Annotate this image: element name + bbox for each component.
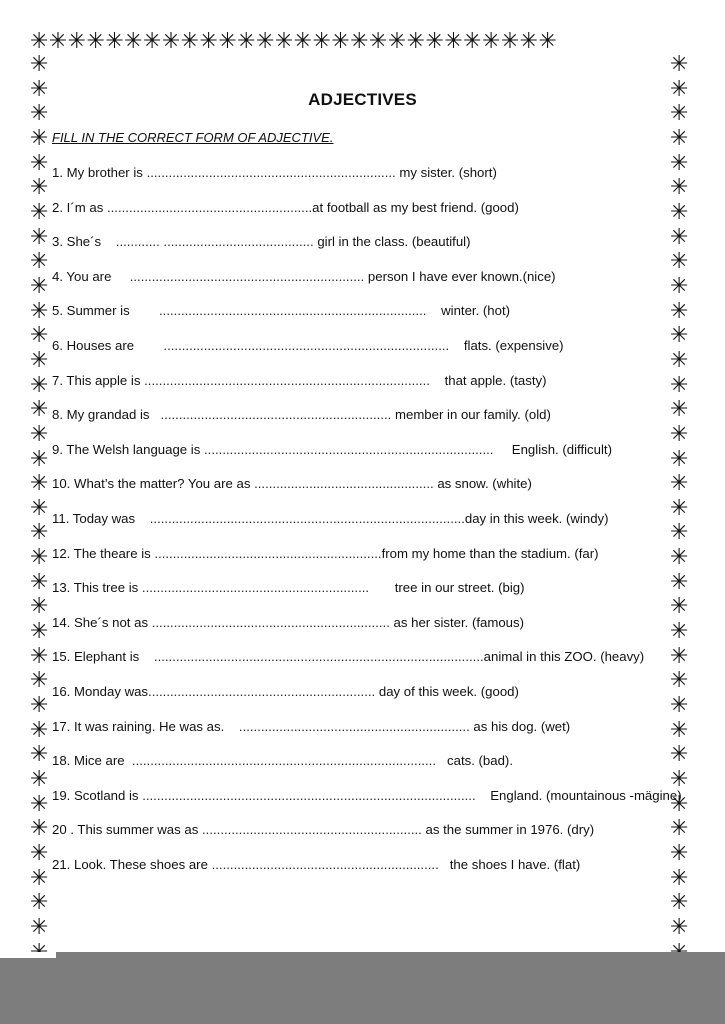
item-text-after: from my home than the stadium. (far) (381, 545, 599, 561)
item-text-before: 21. Look. These shoes are (52, 856, 208, 872)
answer-blank[interactable]: ............................................................ (202, 822, 422, 838)
answer-blank[interactable]: ........................................................ (106, 199, 313, 215)
item-text-before: 7. This apple is (52, 372, 141, 388)
item-text-before: 11. Today was (52, 510, 136, 526)
exercise-item (52, 336, 667, 371)
item-text-after: that apple. (tasty) (444, 372, 547, 388)
answer-blank[interactable]: ............................................................................... (204, 441, 494, 457)
item-text-after: animal in this ZOO. (heavy) (483, 649, 645, 665)
item-text-before: 1. My brother is (52, 165, 143, 180)
answer-blank[interactable]: ................................................. (254, 476, 434, 492)
item-text-after: person I have ever known.(nice) (367, 268, 556, 284)
answer-blank[interactable]: ............ ......................................... (115, 234, 314, 250)
item-text-before: 16. Monday was (52, 683, 149, 699)
exercise-item (52, 647, 667, 682)
answer-blank[interactable]: .................................................................... (146, 165, 396, 180)
item-text-after: girl in the class. (beautiful) (317, 234, 471, 250)
answer-blank[interactable]: .............................................................................. (144, 372, 430, 388)
item-text-before: 14. She´s not as (52, 614, 149, 630)
item-text-after: member in our family. (old) (395, 407, 551, 423)
answer-blank[interactable]: ......................................................................... (159, 303, 427, 319)
exercise-item (52, 544, 667, 579)
exercise-list (52, 163, 682, 889)
item-text-after: as snow. (white) (437, 476, 532, 492)
answer-blank[interactable]: ............................................................... (238, 718, 470, 734)
item-text-before: 20 . This summer was as (52, 822, 199, 838)
item-text-before: 5. Summer is (52, 303, 130, 319)
item-text-before: 17. It was raining. He was as. (52, 718, 225, 734)
exercise-item (52, 301, 667, 336)
exercise-item (52, 682, 667, 717)
item-text-after: the shoes I have. (flat) (449, 856, 581, 872)
item-text-after: as her sister. (famous) (393, 614, 524, 630)
exercise-item (52, 751, 667, 786)
worksheet-instruction: FILL IN THE CORRECT FORM OF ADJECTIVE. (52, 130, 334, 145)
item-text-after: English. (difficult) (511, 441, 612, 457)
exercise-item (52, 509, 667, 544)
answer-blank[interactable]: ............................................................... (160, 407, 392, 423)
item-text-before: 6. Houses are (52, 337, 135, 353)
exercise-item (52, 474, 667, 509)
item-text-before: 15. Elephant is (52, 649, 140, 665)
item-text-after: as his dog. (wet) (473, 718, 571, 734)
answer-blank[interactable]: ...................................................................................... (149, 510, 465, 526)
item-text-before: 8. My grandad is (52, 407, 150, 423)
answer-blank[interactable]: ........................................................................................... (142, 787, 476, 803)
exercise-item (52, 717, 667, 752)
exercise-item (52, 786, 682, 821)
item-text-after: winter. (hot) (441, 303, 511, 319)
exercise-item (52, 440, 667, 475)
item-text-before: 3. She´s (52, 234, 102, 250)
item-text-after: England. (mountainous -mägine) (490, 787, 682, 803)
item-text-before: 2. I´m as (52, 199, 104, 215)
answer-blank[interactable]: .............................................................. (141, 580, 370, 596)
item-text-after: day in this week. (windy) (464, 510, 609, 526)
item-text-after: flats. (expensive) (463, 337, 564, 353)
answer-blank[interactable]: .............................................................. (148, 683, 376, 699)
item-text-before: 18. Mice are (52, 753, 125, 769)
item-text-before: 19. Scotland is (52, 787, 139, 803)
exercise-item (52, 371, 667, 406)
answer-blank[interactable]: ................................................................ (129, 268, 365, 284)
worksheet-title: ADJECTIVES (308, 90, 417, 109)
exercise-item (52, 820, 667, 855)
decorative-border-right: ✳ ✳ ✳ ✳ ✳ ✳ ✳ ✳ ✳ ✳ ✳ ✳ ✳ ✳ ✳ ✳ ✳ ✳ ✳ ✳ ✳ ✳ ✳ ✳ ✳ ✳ ✳ ✳ ✳ ✳ ✳ ✳ ✳ ✳ ✳ ✳ (670, 53, 689, 940)
exercise-item (52, 232, 667, 267)
item-text-before: 12. The theare is (52, 545, 151, 561)
exercise-item (52, 578, 667, 613)
answer-blank[interactable]: .......................................................................................... (153, 649, 484, 665)
item-text-before: 10. What’s the matter? You are as (52, 476, 251, 492)
decorative-border-top: ✳✳✳✳✳✳✳✳✳✳✳✳✳✳✳✳✳✳✳✳✳✳✳✳✳✳✳✳ (30, 31, 558, 54)
exercise-item (52, 198, 667, 233)
footer-notch (0, 952, 56, 958)
item-text-after: day of this week. (good) (378, 683, 519, 699)
exercise-item (52, 855, 667, 890)
item-text-after: tree in our street. (big) (394, 580, 525, 596)
answer-blank[interactable]: .............................................................................. (163, 337, 450, 353)
exercise-item (52, 405, 667, 440)
answer-blank[interactable]: ................................................................................... (131, 753, 437, 769)
item-text-after: at football as my best friend. (good) (312, 199, 519, 215)
item-text-before: 9. The Welsh language is (52, 441, 201, 457)
item-text-before: 13. This tree is (52, 580, 139, 596)
item-text-after: cats. (bad). (447, 753, 513, 769)
answer-blank[interactable]: ................................................................. (151, 614, 390, 630)
answer-blank[interactable]: .............................................................. (211, 856, 439, 872)
item-text-before: 4. You are (52, 268, 112, 284)
decorative-border-left: ✳ ✳ ✳ ✳ ✳ ✳ ✳ ✳ ✳ ✳ ✳ ✳ ✳ ✳ ✳ ✳ ✳ ✳ ✳ ✳ ✳ ✳ ✳ ✳ ✳ ✳ ✳ ✳ ✳ ✳ ✳ ✳ ✳ ✳ ✳ ✳ (30, 53, 49, 940)
exercise-item (52, 267, 667, 302)
exercise-item (52, 163, 667, 198)
footer-bar (0, 952, 725, 1024)
item-text-after: as the summer in 1976. (dry) (425, 822, 595, 838)
answer-blank[interactable]: .............................................................. (154, 545, 382, 561)
exercise-item (52, 613, 667, 648)
item-text-after: my sister. (short) (399, 165, 497, 180)
